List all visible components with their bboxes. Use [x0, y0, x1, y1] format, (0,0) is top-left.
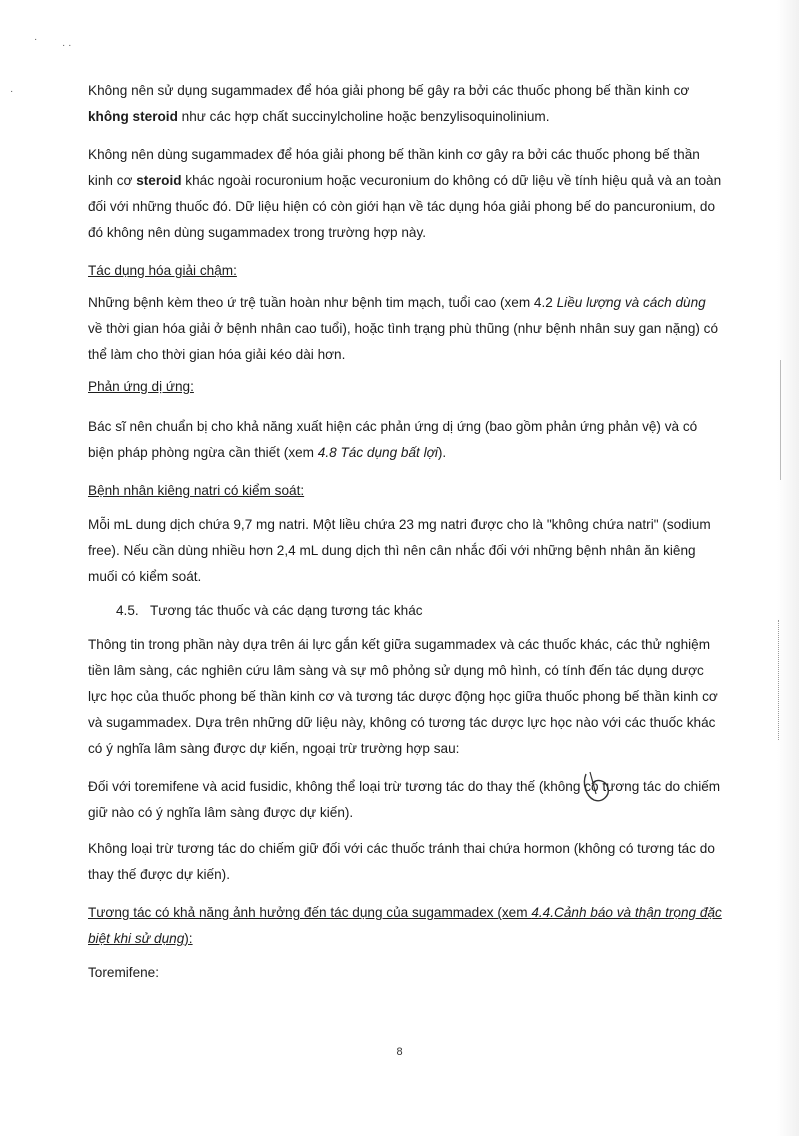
margin-stamp-mark — [778, 620, 789, 740]
section-heading-4-5 — [116, 598, 423, 624]
section-number: 4.5. — [116, 603, 139, 618]
text-run: Bác sĩ nên chuẩn bị cho khả năng xuất hiện các phản ứng dị ứng (bao gồm phản ứng phản vệ) và có biện pháp phòng ngừa cần thiết (xem — [88, 419, 698, 460]
heading-allergy: Phản ứng dị ứng: — [88, 379, 194, 394]
text-run: ): — [184, 931, 193, 946]
text-run: Tương tác có khả năng ảnh hưởng đến tác dụng của sugammadex (xem — [88, 905, 532, 920]
paragraph-delayed-reversal — [88, 290, 722, 368]
italic-reference: 4.4.Cảnh báo và thận trọng đặc biệt khi sử dụng — [88, 905, 722, 946]
scan-edge-shadow — [777, 0, 799, 1136]
scan-speck: · — [34, 34, 38, 45]
paragraph-non-steroid — [88, 78, 722, 130]
heading-interactions-effect — [88, 900, 722, 952]
text-run: Những bệnh kèm theo ứ trệ tuần hoàn như bệnh tim mạch, tuổi cao (xem 4.2 — [88, 295, 557, 310]
paragraph-allergy — [88, 414, 722, 466]
paragraph-steroid — [88, 142, 722, 246]
paragraph-hormonal-contraceptives: Không loại trừ tương tác do chiếm giữ đối với các thuốc tránh thai chứa hormon (không có tương tác do thay thế được dự kiến). — [88, 841, 715, 882]
heading-delayed-reversal: Tác dụng hóa giải chậm: — [88, 263, 237, 278]
paragraph-toremifene-fusidic: Đối với toremifene và acid fusidic, không thể loại trừ tương tác do thay thế (không có tương tác do chiếm giữ nào có ý nghĩa lâm sàng được dự kiến). — [88, 779, 721, 820]
text-run: về thời gian hóa giải ở bệnh nhân cao tuổi), hoặc tình trạng phù thũng (như bệnh nhân suy gan nặng) có thể làm cho thời gian hóa giải kéo dài hơn. — [88, 321, 719, 362]
section-title: Tương tác thuốc và các dạng tương tác khác — [150, 603, 423, 618]
text-run: Không nên dùng sugammadex để hóa giải phong bế thần kinh cơ gây ra bởi các thuốc phong bế thần kinh cơ — [88, 147, 700, 188]
italic-reference: 4.8 Tác dụng bất lợi — [317, 445, 438, 460]
handwritten-mark — [580, 770, 616, 804]
text-run: như các hợp chất succinylcholine hoặc benzylisoquinolinium. — [177, 109, 550, 124]
text-run: Không nên sử dụng sugammadex để hóa giải phong bế gây ra bởi các thuốc phong bế thần kinh cơ — [88, 83, 690, 98]
margin-stamp-mark — [780, 360, 791, 480]
text-run: ). — [437, 445, 447, 460]
paragraph-sodium: Mỗi mL dung dịch chứa 9,7 mg natri. Một liều chứa 23 mg natri được cho là "không chứa natri" (sodium free). Nếu cần dùng nhiều hơn 2,4 mL dung dịch thì nên cân nhắc đối với những bệnh nhân ăn kiêng muối có kiểm soát. — [88, 517, 711, 584]
bold-term: không steroid — [88, 109, 178, 124]
paragraph-interactions-basis: Thông tin trong phần này dựa trên ái lực gắn kết giữa sugammadex và các thuốc khác, các thử nghiệm tiền lâm sàng, các nghiên cứu lâm sàng và sự mô phỏng sử dụng mô hình, có tính đến tác dụng dược lực học của thuốc phong bế thần kinh cơ và tương tác dược động học giữa thuốc phong bế thần kinh cơ và sugammadex. Dựa trên những dữ liệu này, không có tương tác dược lực học nào với các thuốc khác có ý nghĩa lâm sàng được dự kiến, ngoại trừ trường hợp sau: — [88, 637, 718, 756]
bold-term: steroid — [136, 173, 182, 188]
italic-reference: Liều lượng và cách dùng — [556, 295, 706, 310]
text-run: khác ngoài rocuronium hoặc vecuronium do không có dữ liệu về tính hiệu quả và an toàn đối với những thuốc đó. Dữ liệu hiện có còn giới hạn về tác dụng hóa giải phong bế do pancuronium, do đó không nên dùng sugammadex trong trường hợp này. — [88, 173, 722, 240]
heading-sodium: Bệnh nhân kiêng natri có kiểm soát: — [88, 483, 305, 498]
scan-speck: · · — [62, 40, 72, 51]
scan-speck: · — [10, 86, 14, 97]
page-number: 8 — [396, 1046, 403, 1058]
subheading-toremifene: Toremifene: — [88, 965, 160, 980]
